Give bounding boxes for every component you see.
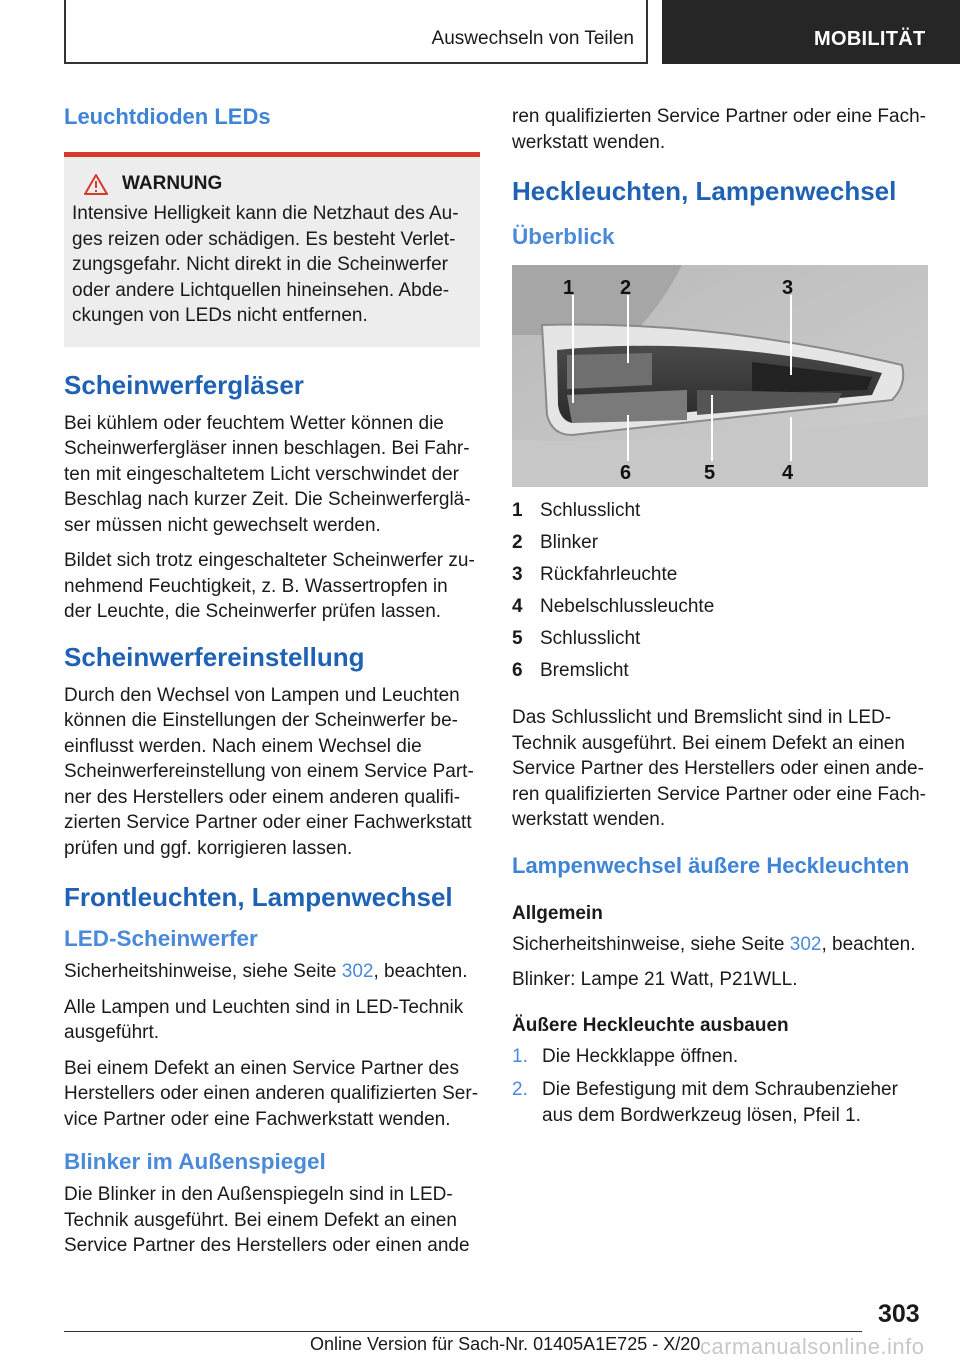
legend-item: 1 Schlusslicht (512, 500, 641, 521)
adjust-title: Scheinwerfereinstellung (64, 641, 365, 672)
legend-item: 6 Bremslicht (512, 660, 629, 681)
general-heading: Allgemein (512, 902, 603, 924)
warning-label: WARNUNG (122, 173, 223, 194)
left-column (64, 98, 480, 1269)
led-headlight-subtitle: LED-Scheinwerfer (64, 926, 258, 951)
front-safety-note: Sicherheitshinweise, siehe Seite 302, beachten. (64, 961, 468, 982)
warning-header (72, 173, 470, 195)
page-link-302[interactable]: 302 (341, 961, 374, 982)
rear-title: Heckleuchten, Lampenwechsel (512, 176, 897, 206)
legend-item: 3 Rückfahrleuchte (512, 564, 678, 585)
front-paragraph-3: Bei einem Defekt an einen Service Partner des Herstellers oder einen anderen qualifizierten Service Partner oder eine Fachwerkstatt wenden. (64, 1057, 479, 1130)
mirror-blinker-title: Blinker im Außenspiegel (64, 1149, 326, 1174)
tail-light-diagram (512, 265, 928, 487)
callout-1: 1 (563, 277, 575, 299)
callout-6: 6 (620, 462, 632, 484)
glass-title: Scheinwerfergläser (64, 369, 304, 400)
diagram-legend (512, 495, 928, 687)
led-section-title: Leuchtdioden LEDs (64, 104, 271, 129)
legend-item: 5 Schlusslicht (512, 628, 641, 649)
callout-4: 4 (782, 462, 794, 484)
callout-3: 3 (782, 277, 794, 299)
header-chapter-tab (662, 0, 960, 64)
continued-paragraph: ren qualifizierten Service Partner oder eine Fachwerkstatt wenden. (512, 106, 926, 153)
blinker-spec: Blinker: Lampe 21 Watt, P21WLL. (512, 969, 798, 990)
step-item: 1. Die Heckklappe öffnen. (512, 1045, 739, 1067)
watermark: carmanualsonline.info (700, 1334, 925, 1359)
right-column (512, 104, 928, 1136)
rear-paragraph: Das Schlusslicht und Bremslicht sind in LED-Technik ausgeführt. Bei einem Defekt an einen Service Partner des Herstellers oder einen anderen qualifizierten Service Partner oder eine Fachwerkstatt wenden. (512, 707, 926, 830)
callout-5: 5 (704, 462, 716, 484)
remove-steps (512, 1044, 928, 1129)
header-chapter-title: MOBILITÄT (814, 28, 926, 50)
legend-item: 4 Nebelschlussleuchte (512, 596, 715, 617)
overview-subtitle: Überblick (512, 224, 615, 249)
header-section-title: Auswechseln von Teilen (431, 28, 634, 49)
callout-2: 2 (620, 277, 632, 299)
remove-heading: Äußere Heckleuchte ausbauen (512, 1014, 789, 1036)
page-link-302[interactable]: 302 (789, 933, 822, 955)
footer-divider (64, 1331, 862, 1332)
outer-lamp-title: Lampenwechsel äußere Heckleuchten (512, 852, 910, 878)
warning-box (64, 157, 480, 347)
header-section-box (64, 0, 648, 64)
adjust-paragraph: Durch den Wechsel von Lampen und Leuchten können die Einstellungen der Scheinwerfer beeinflusst werden. Nach einem Wechsel die Scheinwerfereinstellung von einem Service Partner des Herstellers oder einem anderen qualifizierten Service Partner oder einer Fachwerkstatt prüfen und ggf. korrigieren lassen. (64, 684, 474, 859)
glass-paragraph-1: Bei kühlem oder feuchtem Wetter können die Scheinwerfergläser innen beschlagen. Bei Fahrten mit eingeschaltetem Licht verschwindet der Beschlag nach kurzer Zeit. Die Scheinwerfergläser müssen nicht gewechselt werden. (64, 412, 471, 536)
legend-item: 2 Blinker (512, 532, 599, 553)
page-number: 303 (878, 1300, 920, 1328)
front-paragraph-2: Alle Lampen und Leuchten sind in LED-Technik ausgeführt. (64, 996, 464, 1043)
front-title: Frontleuchten, Lampenwechsel (64, 882, 453, 912)
outer-safety-note: Sicherheitshinweise, siehe Seite 302, beachten. (512, 933, 916, 955)
warning-triangle-icon (84, 174, 108, 195)
footer-text: Online Version für Sach-Nr. 01405A1E725 - X/20 (310, 1334, 701, 1354)
glass-paragraph-2: Bildet sich trotz eingeschalteter Scheinwerfer zunehmend Feuchtigkeit, z. B. Wassertropfen in der Leuchte, die Scheinwerfer prüfen lassen. (64, 550, 475, 622)
step-item: 2. Die Befestigung mit dem Schraubenzieher aus dem Bordwerkzeug lösen, Pfeil 1. (512, 1079, 898, 1126)
mirror-paragraph: Die Blinker in den Außenspiegeln sind in LED-Technik ausgeführt. Bei einem Defekt an einen Service Partner des Herstellers oder einen ande (64, 1184, 470, 1256)
warning-text: Intensive Helligkeit kann die Netzhaut des Auges reizen oder schädigen. Es besteht Verletzungsgefahr. Nicht direkt in die Scheinwerfer oder andere Lichtquellen hineinsehen. Abdeckungen von LEDs nicht entfernen. (72, 203, 459, 326)
